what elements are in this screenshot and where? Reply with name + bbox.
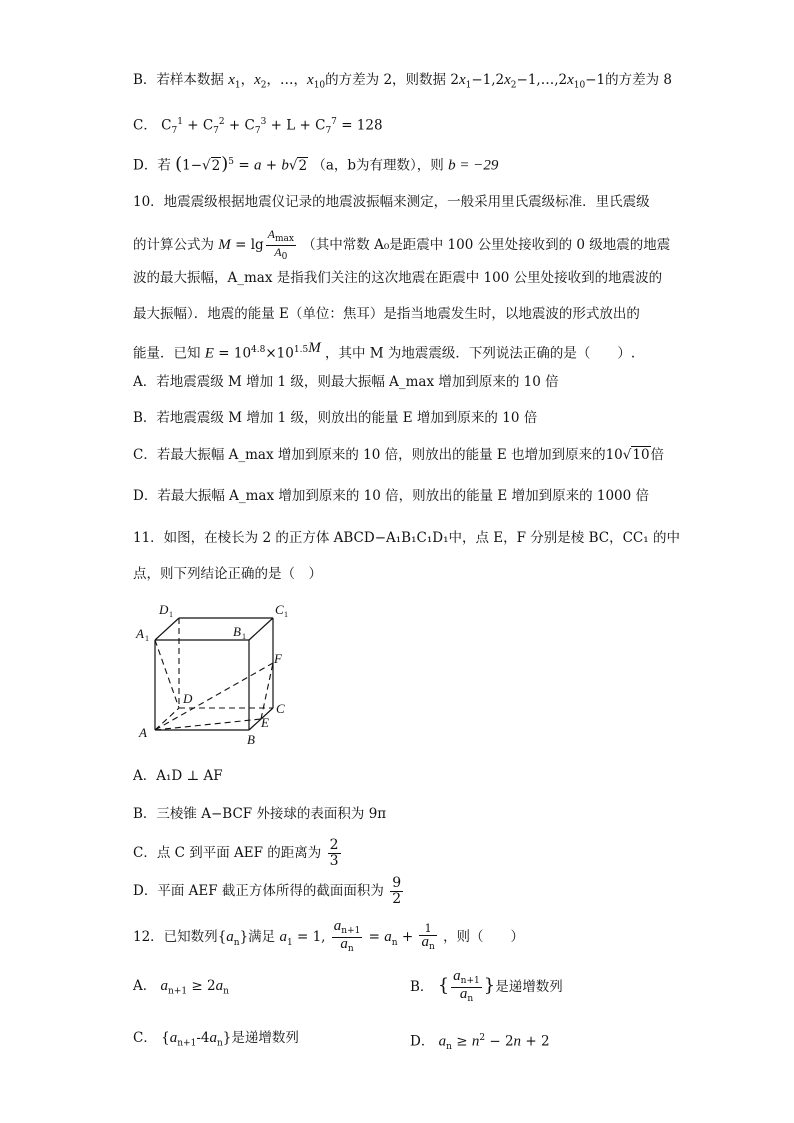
- q10-stem-line-2: 的计算公式为 M = lg $\frac{A_{max}}{A_0}$ （其中常数 A₀是距震中 100 公里处接收到的 0 级地震的地震: [133, 227, 671, 263]
- q12-option-a: A． $a_{n+1} \ge 2a_n$: [133, 978, 229, 997]
- q12-option-c: C． $\{a_{n+1}-4a_n\}$是递增数列: [133, 1030, 299, 1049]
- q11-option-a: A．A₁D ⊥ AF: [133, 768, 223, 784]
- q11-option-b: B．三棱锥 A−BCF 外接球的表面积为 9π: [133, 806, 387, 822]
- label-e: E: [261, 715, 269, 730]
- svg-text:1: 1: [145, 634, 149, 643]
- q10-stem-line-5: 能量．已知 $E = 10^{4.8}\times 10^{1.5M}$ ，其中 M 为地震震级．下列说法正确的是（ ）.: [133, 340, 636, 362]
- label-a1: A: [136, 626, 144, 641]
- q10-option-a: A．若地震震级 M 增加 1 级，则最大振幅 A_max 增加到原来的 10 倍: [133, 374, 559, 390]
- label-d1: D: [159, 602, 169, 617]
- q11-option-d: D．平面 AEF 截正方体所得的截面面积为 $\frac{9}{2}$: [133, 875, 402, 907]
- q10-stem-line-3: 波的最大振幅，A_max 是指我们关注的这次地震在距震中 100 公里处接收到的地震波的: [133, 270, 663, 286]
- q12-option-b: B． { $\frac{a_{n+1}}{a_n}$ }是递增数列: [410, 968, 563, 1005]
- cube-figure: [133, 598, 303, 750]
- svg-text:1: 1: [169, 610, 173, 619]
- label-b1: B: [233, 624, 241, 639]
- q12-option-d: D． $a_n \ge n^2 - 2n + 2$: [410, 1033, 550, 1053]
- label-c: C: [276, 701, 285, 716]
- label-c1: C: [275, 602, 284, 617]
- svg-text:1: 1: [242, 632, 246, 641]
- label-b: B: [247, 732, 255, 747]
- label-d: D: [183, 691, 193, 706]
- q11-stem-line-2: 点，则下列结论正确的是（ ）: [133, 566, 322, 582]
- q12-stem: 12．已知数列$\{a_n\}$满足 $a_1 = 1$, $\frac{a_{n+1}}{a_n}$ = $a_n$ + $\frac{1}{a_n}$ ，则（ ）: [133, 918, 525, 955]
- q11-option-c: C．点 C 到平面 AEF 的距离为 $\frac{2}{3}$: [133, 837, 339, 869]
- q10-option-b: B．若地震震级 M 增加 1 级，则放出的能量 E 增加到原来的 10 倍: [133, 410, 538, 426]
- q10-stem-line-4: 最大振幅）．地震的能量 E（单位：焦耳）是指当地震发生时，以地震波的形式放出的: [133, 306, 640, 322]
- q10-stem-line-1: 10．地震震级根据地震仪记录的地震波振幅来测定，一般采用里氏震级标准．里氏震级: [133, 194, 650, 210]
- q11-stem-line-1: 11．如图，在棱长为 2 的正方体 ABCD−A₁B₁C₁D₁中，点 E，F 分别是棱 BC，CC₁ 的中: [133, 530, 680, 546]
- q9-option-c: C． $C_7^1 + C_7^2 + C_7^3 + L + C_7^7 = 128$: [133, 117, 383, 137]
- q10-option-d: D．若最大振幅 A_max 增加到原来的 10 倍，则放出的能量 E 增加到原来的 1000 倍: [133, 488, 650, 504]
- cube-vertex-labels: [135, 602, 288, 747]
- label-a: A: [139, 725, 147, 740]
- q10-option-c: C．若最大振幅 A_max 增加到原来的 10 倍，则放出的能量 E 也增加到原来的10√10倍: [133, 447, 665, 463]
- label-f: F: [274, 651, 282, 666]
- svg-text:1: 1: [284, 610, 288, 619]
- q9-option-b: B．若样本数据 $x_1$，$x_2$，…，$x_{10}$的方差为 2，则数据 $2x_1-1,2x_2-1,\dots,2x_{10}-1$的方差为 8: [133, 72, 673, 91]
- q9-option-d: D．若 $(1-√2)^5 = a + b√2$ （a，b为有理数），则 b = −29: [133, 153, 499, 175]
